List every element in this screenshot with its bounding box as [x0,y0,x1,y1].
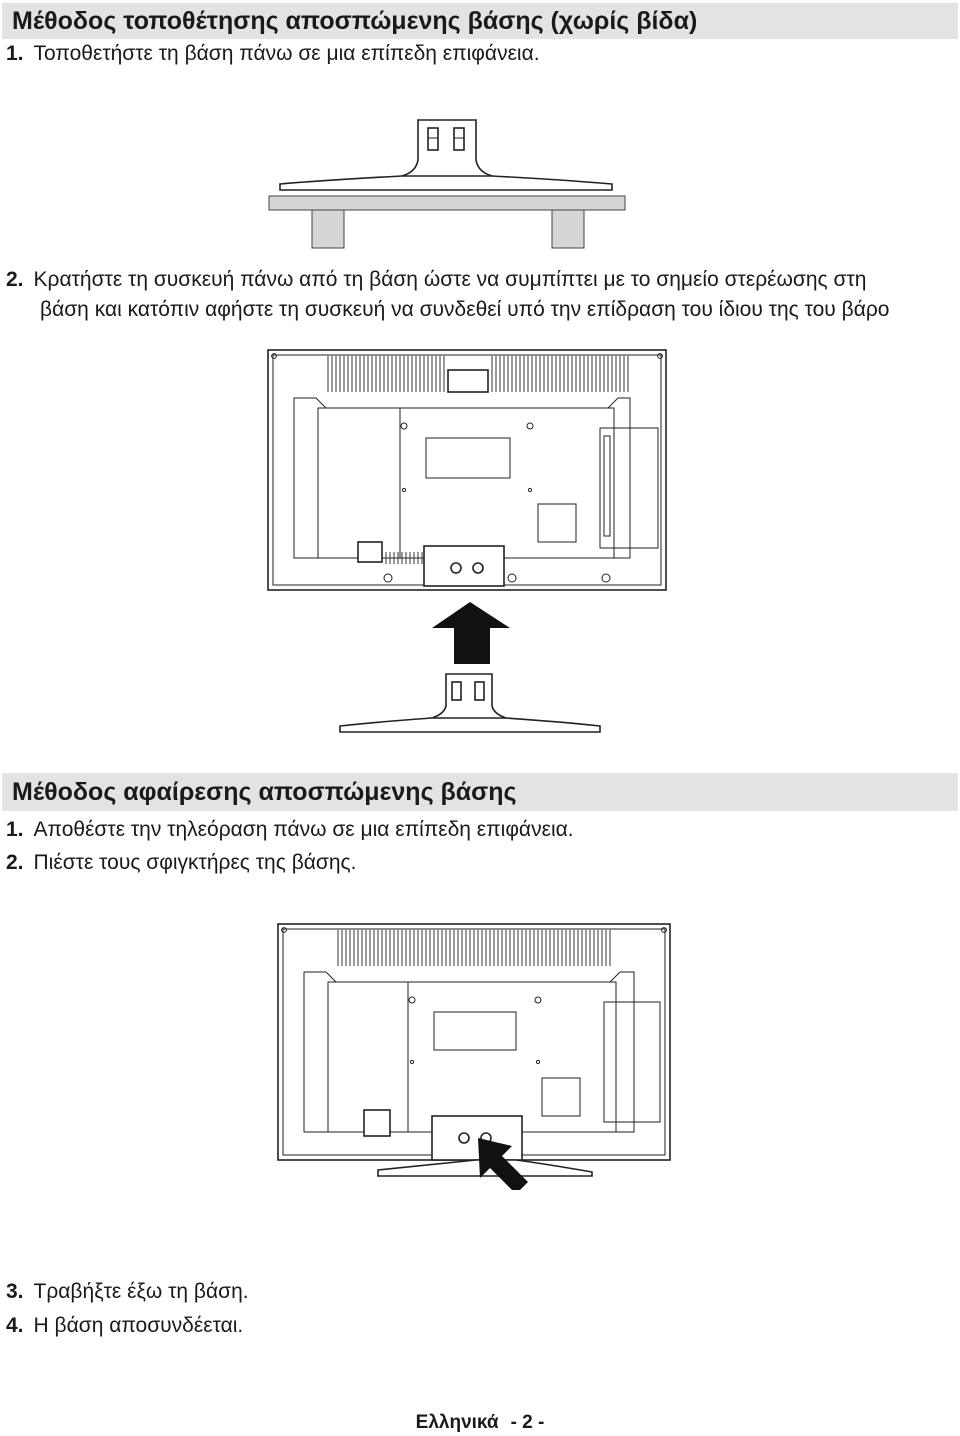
step-number: 3. [6,1280,24,1303]
push-up-arrow [432,602,510,664]
step-text: Αποθέστε την τηλεόραση πάνω σε μια επίπεδη επιφάνεια. [33,818,574,841]
tv-release-figure [276,920,674,1190]
tv-back-panel [278,924,670,1176]
step-number: 2. [6,851,24,874]
step-text: Πιέστε τους σφιγκτήρες της βάσης. [33,851,357,874]
step-number: 1. [6,42,24,65]
step-number: 1. [6,818,24,841]
tv-attach-figure [266,346,670,742]
step-text-continued: βάση και κατόπιν αφήστε τη συσκευή να συνδεθεί υπό την επίδραση του ίδιου της του βάρο [40,298,890,321]
section-title-removal: Μέθοδος αφαίρεσης αποσπώμενης βάσης [2,773,958,811]
remove-step-4 [6,1314,243,1338]
stand [340,674,600,732]
remove-step-3 [6,1280,249,1304]
page-footer [0,1412,960,1434]
mount-step-2 [6,265,889,325]
step-text: Η βάση αποσυνδέεται. [33,1314,244,1337]
step-number: 2. [6,268,24,291]
step-number: 4. [6,1314,24,1337]
mount-step-1 [6,42,540,66]
tv-back-panel [268,350,666,590]
section-title-mounting: Μέθοδος τοποθέτησης αποσπώμενης βάσης (χωρίς βίδα) [2,3,958,39]
remove-step-1 [6,818,574,842]
step-text: Κρατήστε τη συσκευή πάνω από τη βάση ώστε να συμπίπτει με το σημείο στερέωσης στη [33,268,867,291]
step-text: Τραβήξτε έξω τη βάση. [33,1280,249,1303]
stand-on-surface-figure [266,110,628,250]
page-number: - 2 - [510,1412,545,1433]
step-text: Τοποθετήστε τη βάση πάνω σε μια επίπεδη επιφάνεια. [33,42,540,65]
footer-language: Ελληνικά [415,1412,499,1433]
remove-step-2 [6,851,357,875]
